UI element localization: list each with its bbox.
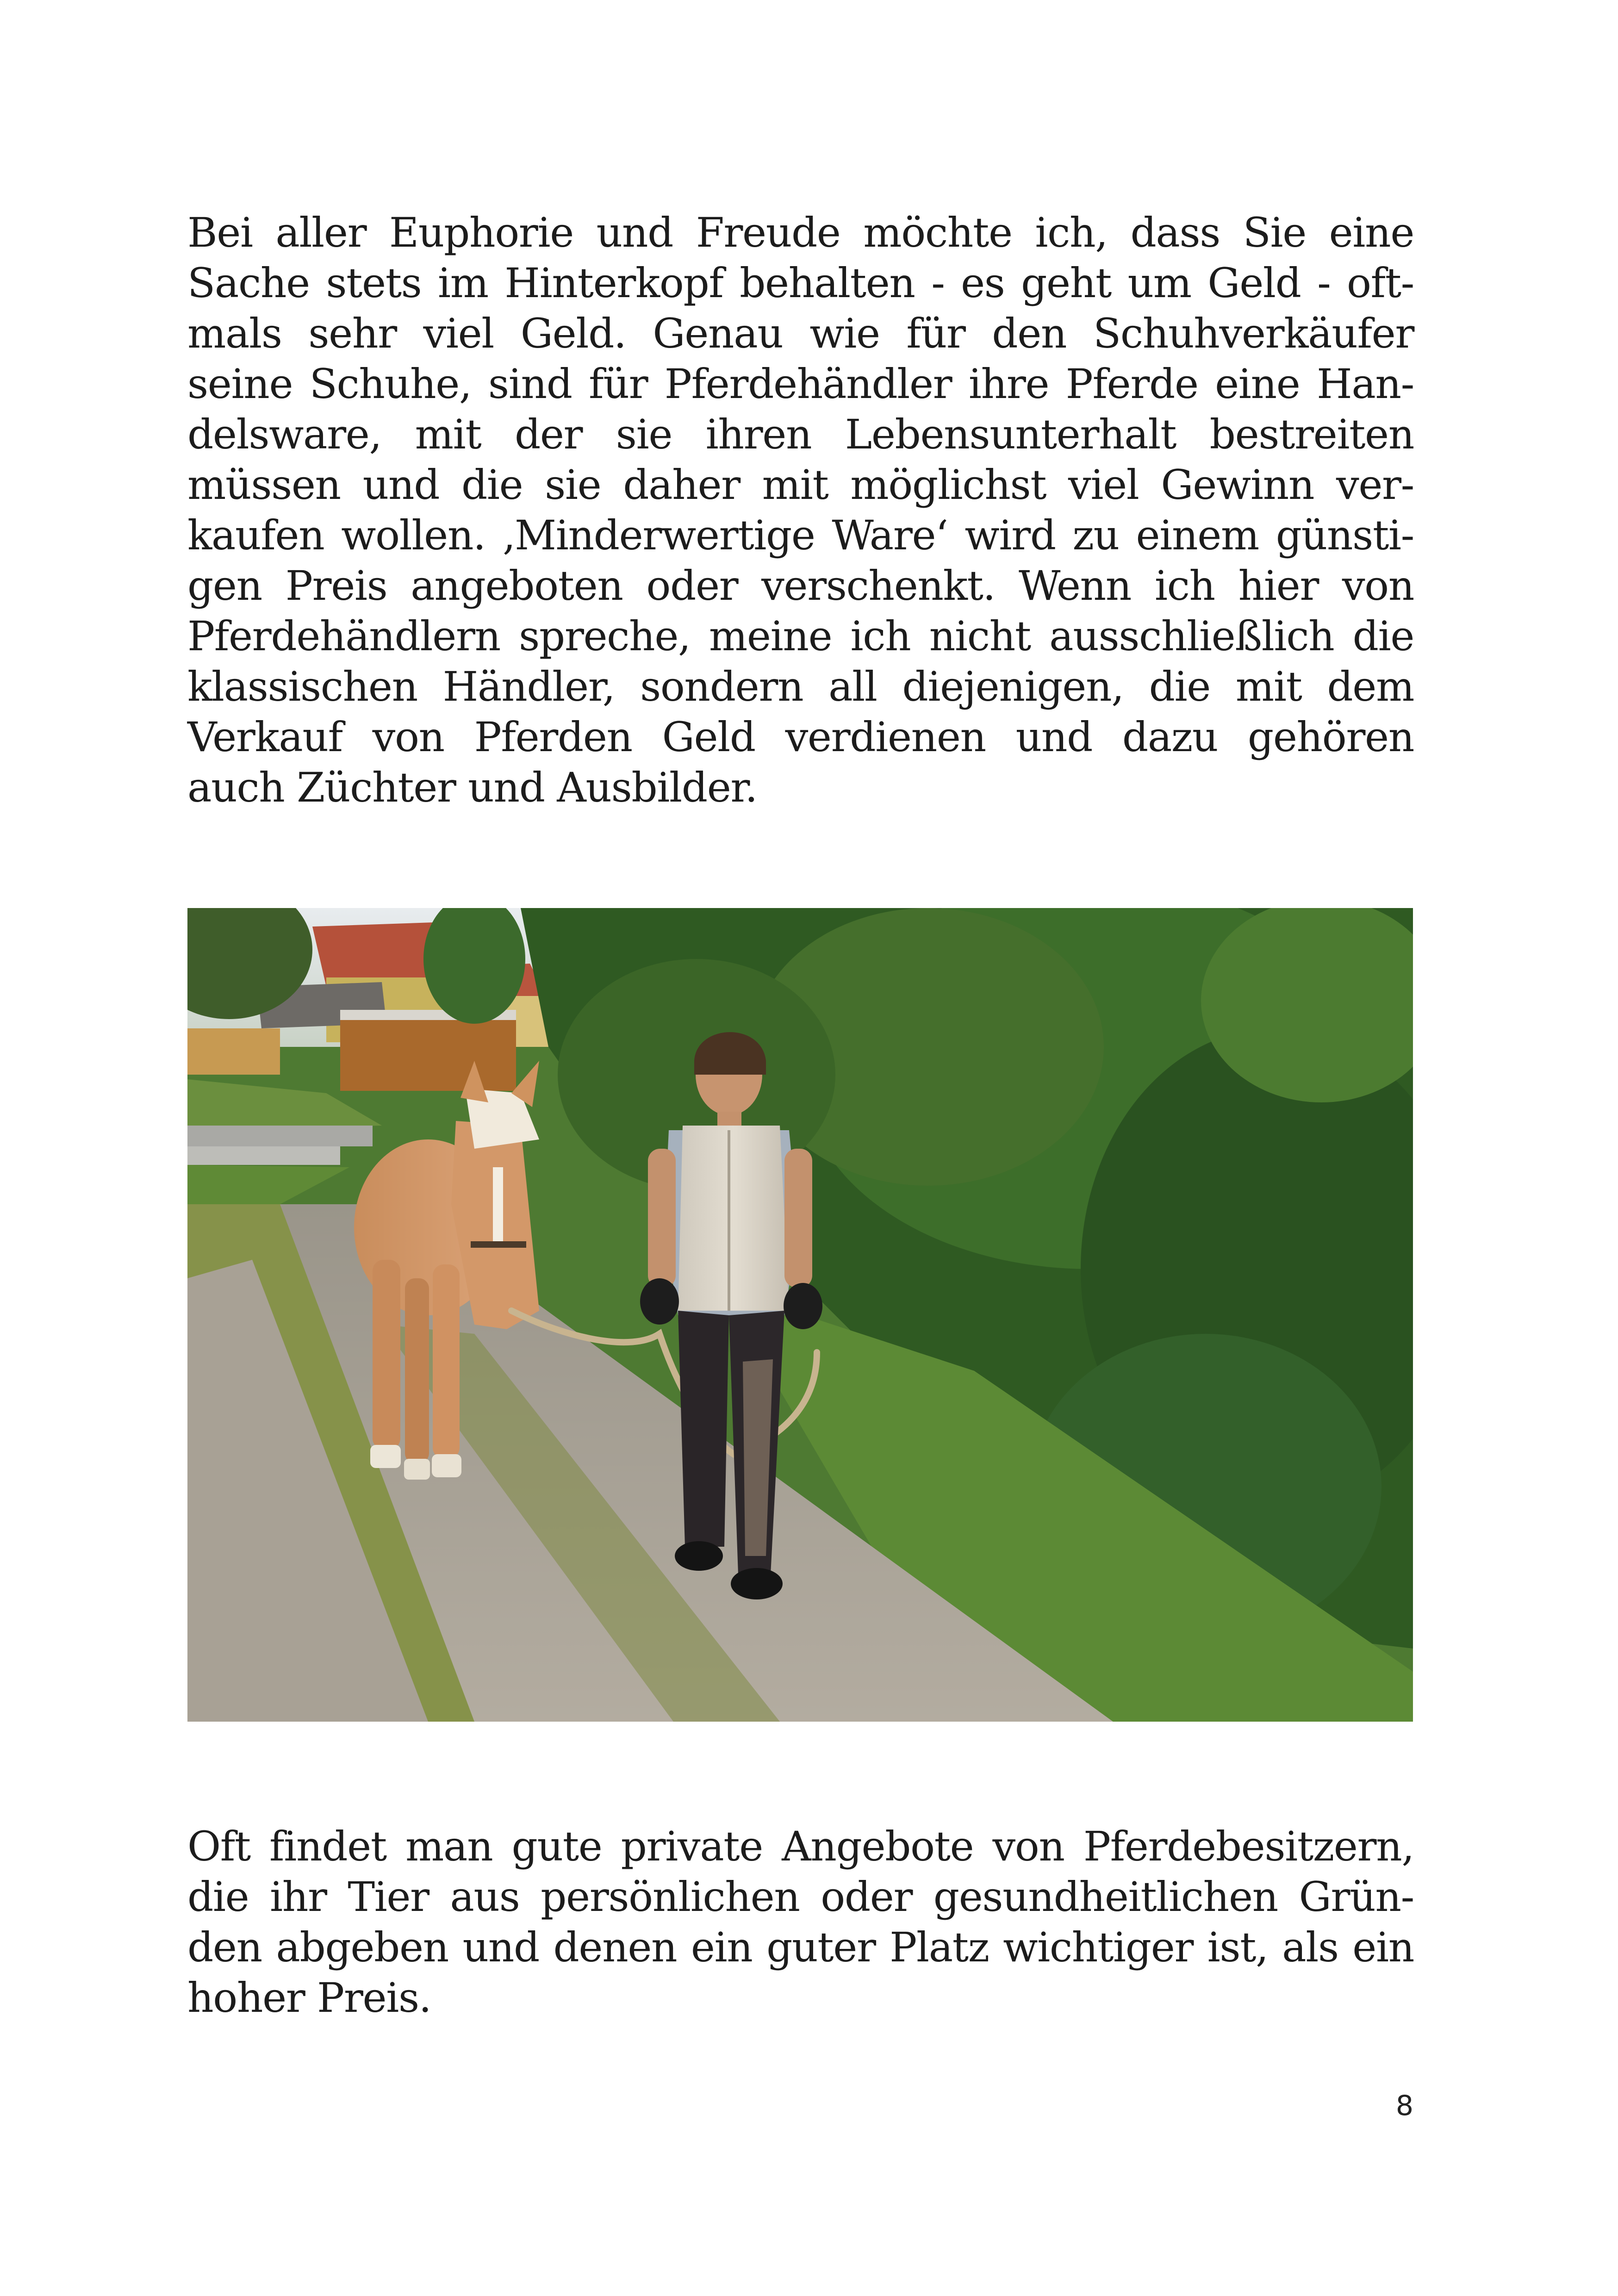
text-line: die ihr Tier aus persönlichen oder gesundheitlichen Grün- [187,1873,1414,1921]
text-line: delsware, mit der sie ihren Lebensunterhalt bestreiten [187,411,1414,458]
text-line: gen Preis angeboten oder verschenkt. Wenn ich hier von [187,562,1414,610]
photo-icon [187,908,1413,1722]
page-number: 8 [1395,2090,1413,2122]
text-line: klassischen Händler, sondern all diejenigen, die mit dem [187,663,1414,710]
text-line: mals sehr viel Geld. Genau wie für den Schuhverkäufer [187,310,1414,357]
photo-woman-leading-horse [187,908,1413,1722]
text-line: Bei aller Euphorie und Freude möchte ich, dass Sie eine [187,209,1414,256]
text-line: Pferdehändlern spreche, meine ich nicht ausschließlich die [187,612,1414,660]
text-line: hoher Preis. [187,1974,431,2022]
text-line: kaufen wollen. ‚Minderwertige Ware‘ wird zu einem günsti- [187,511,1414,559]
body-paragraph-1 [187,207,1414,813]
text-line: Oft findet man gute private Angebote von Pferdebesitzern, [187,1823,1414,1870]
body-paragraph-2 [187,1821,1414,2023]
text-line: seine Schuhe, sind für Pferdehändler ihre Pferde eine Han- [187,360,1414,408]
text-line: Verkauf von Pferden Geld verdienen und dazu gehören [187,713,1414,761]
text-line: müssen und die sie daher mit möglichst viel Gewinn ver- [187,461,1414,509]
text-line: auch Züchter und Ausbilder. [187,764,757,811]
text-line: den abgeben und denen ein guter Platz wichtiger ist, als ein [187,1923,1414,1971]
text-line: Sache stets im Hinterkopf behalten - es geht um Geld - oft- [187,259,1414,307]
